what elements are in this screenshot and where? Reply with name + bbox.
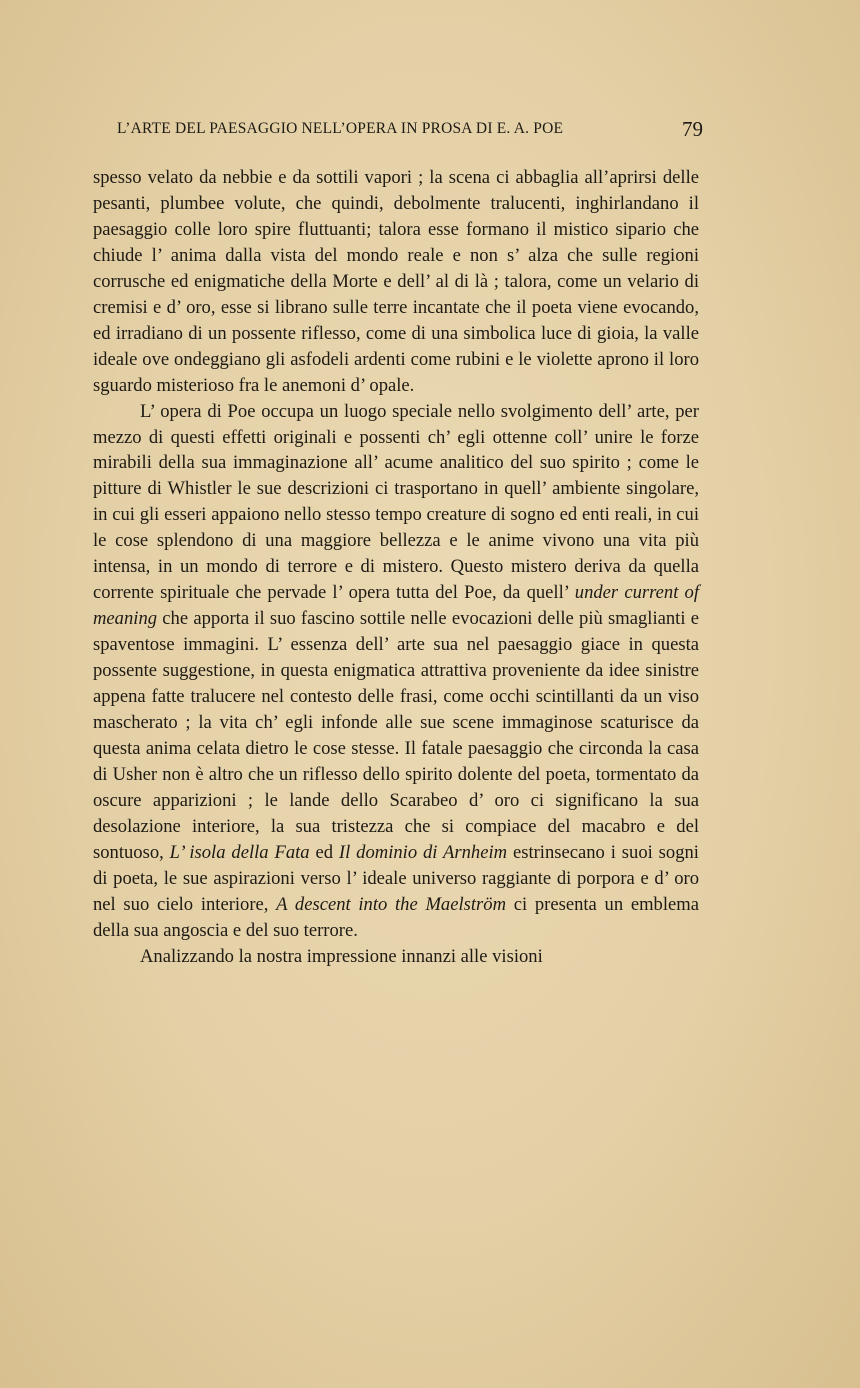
paragraph-2-text-d: estrinsecano i suoi sogni di poeta, le sue aspirazioni verso l’ ideale universo raggiante di porpora e d’ oro nel suo cielo interiore, bbox=[93, 841, 699, 915]
italic-title-dominio-di-arnheim: Il dominio di Arnheim bbox=[338, 841, 508, 863]
paragraph-1: spesso velato da nebbie e da sottili vapori ; la scena ci abbaglia all’aprirsi delle pesanti, plumbee volute, che quindi, debolmente tralucenti, inghirlandano il paesaggio colle loro spire fluttuanti; talora esse formano il mistico sipario che chiude l’ anima dalla vista del mondo reale e non s’ alza che sulle regioni corrusche ed enigmatiche della Morte e dell’ al di là ; talora, come un velario di cremisi e d’ oro, esse si librano sulle terre incantate che il poeta viene evocando, ed irradiano di un possente riflesso, come di una simbolica luce di gioia, la valle ideale ove ondeggiano gli asfodeli ardenti come rubini e le violette aprono il loro sguardo misterioso fra le anemoni d’ opale. bbox=[93, 167, 699, 396]
paragraph-2-text-c: ed bbox=[315, 841, 334, 863]
italic-title-descent-maelstrom: A descent into the Maelström bbox=[276, 893, 507, 915]
paragraph-2-text-a: L’ opera di Poe occupa un luogo speciale nello svolgimento dell’ arte, per mezzo di questi effetti originali e possenti ch’ egli ottenne coll’ unire le forze mirabili della sua immaginazione all’ acume analitico del suo spirito ; come le pitture di Whistler le sue descrizioni ci trasportano in quell’ ambiente singolare, in cui gli esseri appaiono nello stesso tempo creature di sogno ed enti reali, in cui le cose splendono di una maggiore bellezza e le anime vivono una vita più intensa, in un mondo di terrore e di mistero. Questo mistero deriva da quella corrente spirituale che pervade l’ opera tutta del Poe, da quell’ bbox=[93, 400, 699, 604]
page-number: 79 bbox=[682, 117, 703, 141]
paragraph-2 bbox=[93, 399, 699, 944]
italic-title-isola-della-fata: L’ isola della Fata bbox=[169, 841, 310, 863]
running-head bbox=[117, 117, 703, 144]
paragraph-2-text-b: che apporta il suo fascino sottile nelle evocazioni delle più smaglianti e spaventose immagini. L’ essenza dell’ arte sua nel paesaggio giace in questa possente suggestione, in questa enigmatica attrattiva proveniente da idee sinistre appena fatte tralucere nel contesto delle frasi, come occhi scintillanti da un viso mascherato ; la vita ch’ egli infonde alle sue scene immaginose scaturisce da questa anima celata dietro le cose stesse. Il fatale paesaggio che circonda la casa di Usher non è altro che un riflesso dello spirito dolente del poeta, tormentato da oscure apparizioni ; le lande dello Scarabeo d’ oro ci significano la sua desolazione interiore, la sua tristezza che si compiace del macabro e del sontuoso, bbox=[93, 608, 699, 863]
paragraph-2-text-e: ci presenta un emblema della sua angoscia e del suo terrore. bbox=[93, 893, 699, 941]
body-text bbox=[93, 165, 699, 970]
italic-phrase-under-current: under current of meaning bbox=[93, 582, 699, 630]
running-title: L’ARTE DEL PAESAGGIO NELL’OPERA IN PROSA DI E. A. POE bbox=[117, 120, 564, 137]
paragraph-3: Analizzando la nostra impressione innanzi alle visioni bbox=[140, 945, 543, 967]
